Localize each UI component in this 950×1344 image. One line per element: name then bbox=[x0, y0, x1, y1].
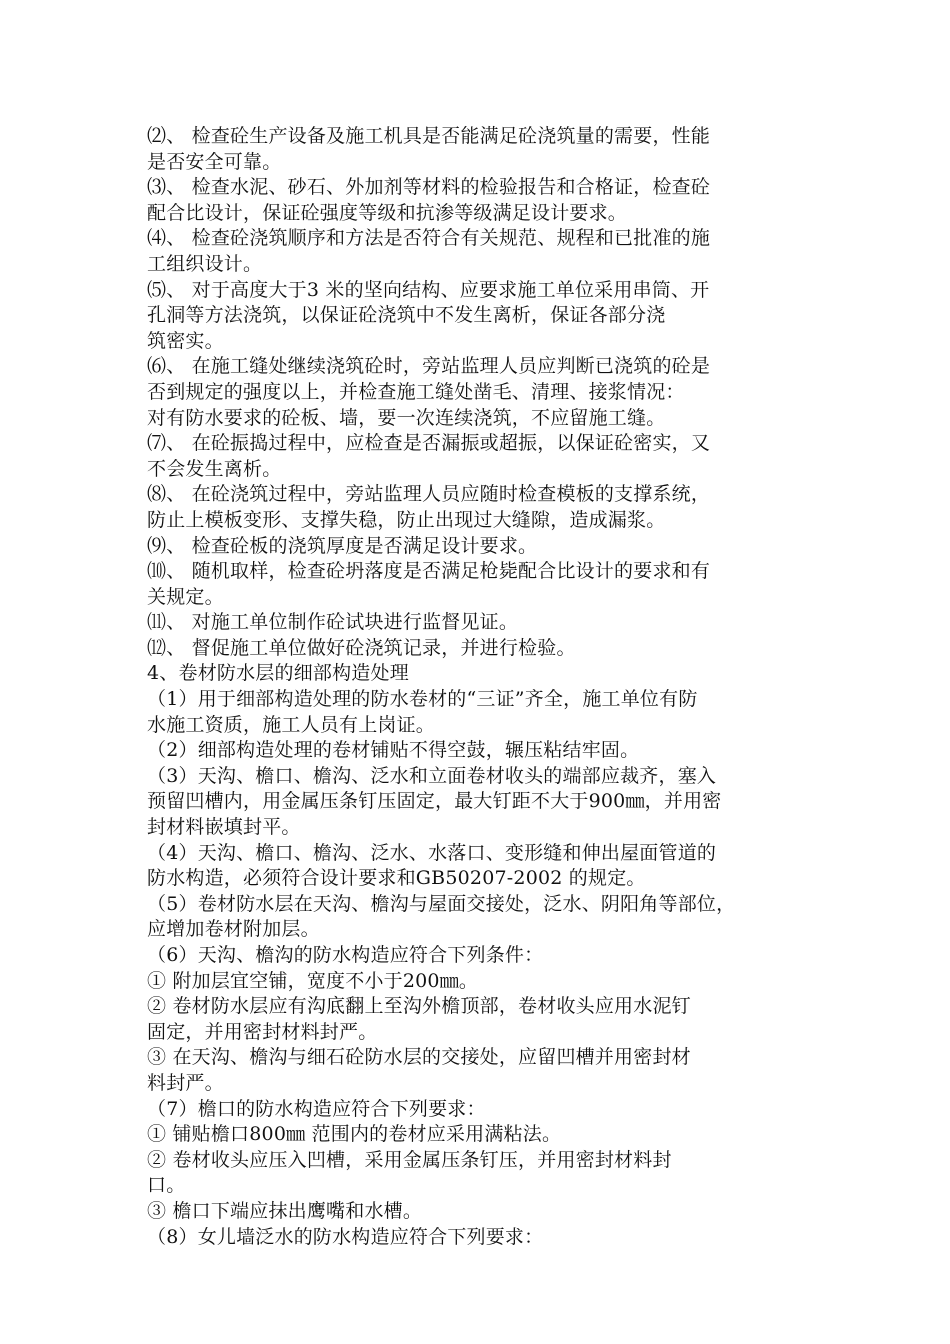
text-line: ⑶、 检查水泥、砂石、外加剂等材料的检验报告和合格证，检查砼 bbox=[147, 176, 711, 199]
text-line: 防水构造，必须符合设计要求和GB50207-2002 的规定。 bbox=[147, 867, 646, 890]
text-line: 防止上模板变形、支撑失稳，防止出现过大缝隙，造成漏浆。 bbox=[147, 508, 666, 531]
text-line: ① 附加层宜空铺，宽度不小于200㎜。 bbox=[147, 969, 479, 992]
text-line: 工组织设计。 bbox=[147, 252, 263, 275]
text-line: ③ 檐口下端应抹出鹰嘴和水槽。 bbox=[147, 1199, 423, 1222]
text-line: ⑹、 在施工缝处继续浇筑砼时，旁站监理人员应判断已浇筑的砼是 bbox=[147, 355, 711, 378]
text-line: 不会发生离析。 bbox=[147, 457, 282, 480]
text-line: 口。 bbox=[147, 1174, 186, 1197]
text-line: 配合比设计，保证砼强度等级和抗渗等级满足设计要求。 bbox=[147, 201, 628, 224]
text-line: 是否安全可靠。 bbox=[147, 150, 282, 173]
text-line: ② 卷材收头应压入凹槽，采用金属压条钉压，并用密封材料封 bbox=[147, 1148, 672, 1171]
text-line: （5）卷材防水层在天沟、檐沟与屋面交接处，泛水、阴阳角等部位， bbox=[147, 892, 736, 915]
text-line: （3）天沟、檐口、檐沟、泛水和立面卷材收头的端部应裁齐，塞入 bbox=[147, 764, 717, 787]
text-line: 对有防水要求的砼板、墙，要一次连续浇筑，不应留施工缝。 bbox=[147, 406, 666, 429]
text-line: 孔洞等方法浇筑，以保证砼浇筑中不发生离析，保证各部分浇 bbox=[147, 304, 666, 327]
text-line: （4）天沟、檐口、檐沟、泛水、水落口、变形缝和伸出屋面管道的 bbox=[147, 841, 717, 864]
text-line: 关规定。 bbox=[147, 585, 224, 608]
text-line: 固定，并用密封材料封严。 bbox=[147, 1020, 378, 1043]
text-line: ⑾、 对施工单位制作砼试块进行监督见证。 bbox=[147, 611, 519, 634]
text-line: ⑵、 检查砼生产设备及施工机具是否能满足砼浇筑量的需要，性能 bbox=[147, 125, 711, 147]
text-line: 筑密实。 bbox=[147, 329, 224, 352]
text-line: ⑷、 检查砼浇筑顺序和方法是否符合有关规范、规程和已批准的施 bbox=[147, 227, 711, 250]
text-line: 4、卷材防水层的细部构造处理 bbox=[147, 662, 409, 685]
text-line: 料封严。 bbox=[147, 1071, 224, 1094]
text-line: ⑺、 在砼振捣过程中，应检查是否漏振或超振，以保证砼密实，又 bbox=[147, 432, 711, 455]
text-line: ① 铺贴檐口800㎜ 范围内的卷材应采用满粘法。 bbox=[147, 1123, 562, 1146]
text-line: ③ 在天沟、檐沟与细石砼防水层的交接处，应留凹槽并用密封材 bbox=[147, 1046, 691, 1069]
text-line: （2）细部构造处理的卷材铺贴不得空鼓，辗压粘结牢固。 bbox=[147, 739, 640, 762]
text-line: ⑼、 检查砼板的浇筑厚度是否满足设计要求。 bbox=[147, 534, 538, 557]
text-line: （1）用于细部构造处理的防水卷材的“三证”齐全，施工单位有防 bbox=[147, 688, 698, 711]
text-line: （7）檐口的防水构造应符合下列要求： bbox=[147, 1097, 486, 1120]
document-body bbox=[147, 124, 827, 1250]
text-line: 封材料嵌填封平。 bbox=[147, 816, 301, 839]
text-line: ⑿、 督促施工单位做好砼浇筑记录，并进行检验。 bbox=[147, 636, 576, 659]
text-line: 应增加卷材附加层。 bbox=[147, 918, 320, 941]
text-line: （8）女儿墙泛水的防水构造应符合下列要求： bbox=[147, 1225, 544, 1248]
text-line: 否到规定的强度以上，并检查施工缝处凿毛、清理、接浆情况： bbox=[147, 380, 685, 403]
text-line: 预留凹槽内，用金属压条钉压固定，最大钉距不大于900㎜，并用密 bbox=[147, 790, 722, 813]
text-line: ② 卷材防水层应有沟底翻上至沟外檐顶部，卷材收头应用水泥钉 bbox=[147, 995, 691, 1018]
text-line: ⑽、 随机取样，检查砼坍落度是否满足枪毙配合比设计的要求和有 bbox=[147, 560, 711, 583]
text-line: ⑻、 在砼浇筑过程中，旁站监理人员应随时检查模板的支撑系统， bbox=[147, 483, 711, 506]
text-line: ⑸、 对于高度大于3 米的坚向结构、应要求施工单位采用串筒、开 bbox=[147, 278, 710, 301]
text-line: 水施工资质，施工人员有上岗证。 bbox=[147, 713, 436, 736]
text-line: （6）天沟、檐沟的防水构造应符合下列条件： bbox=[147, 944, 544, 966]
